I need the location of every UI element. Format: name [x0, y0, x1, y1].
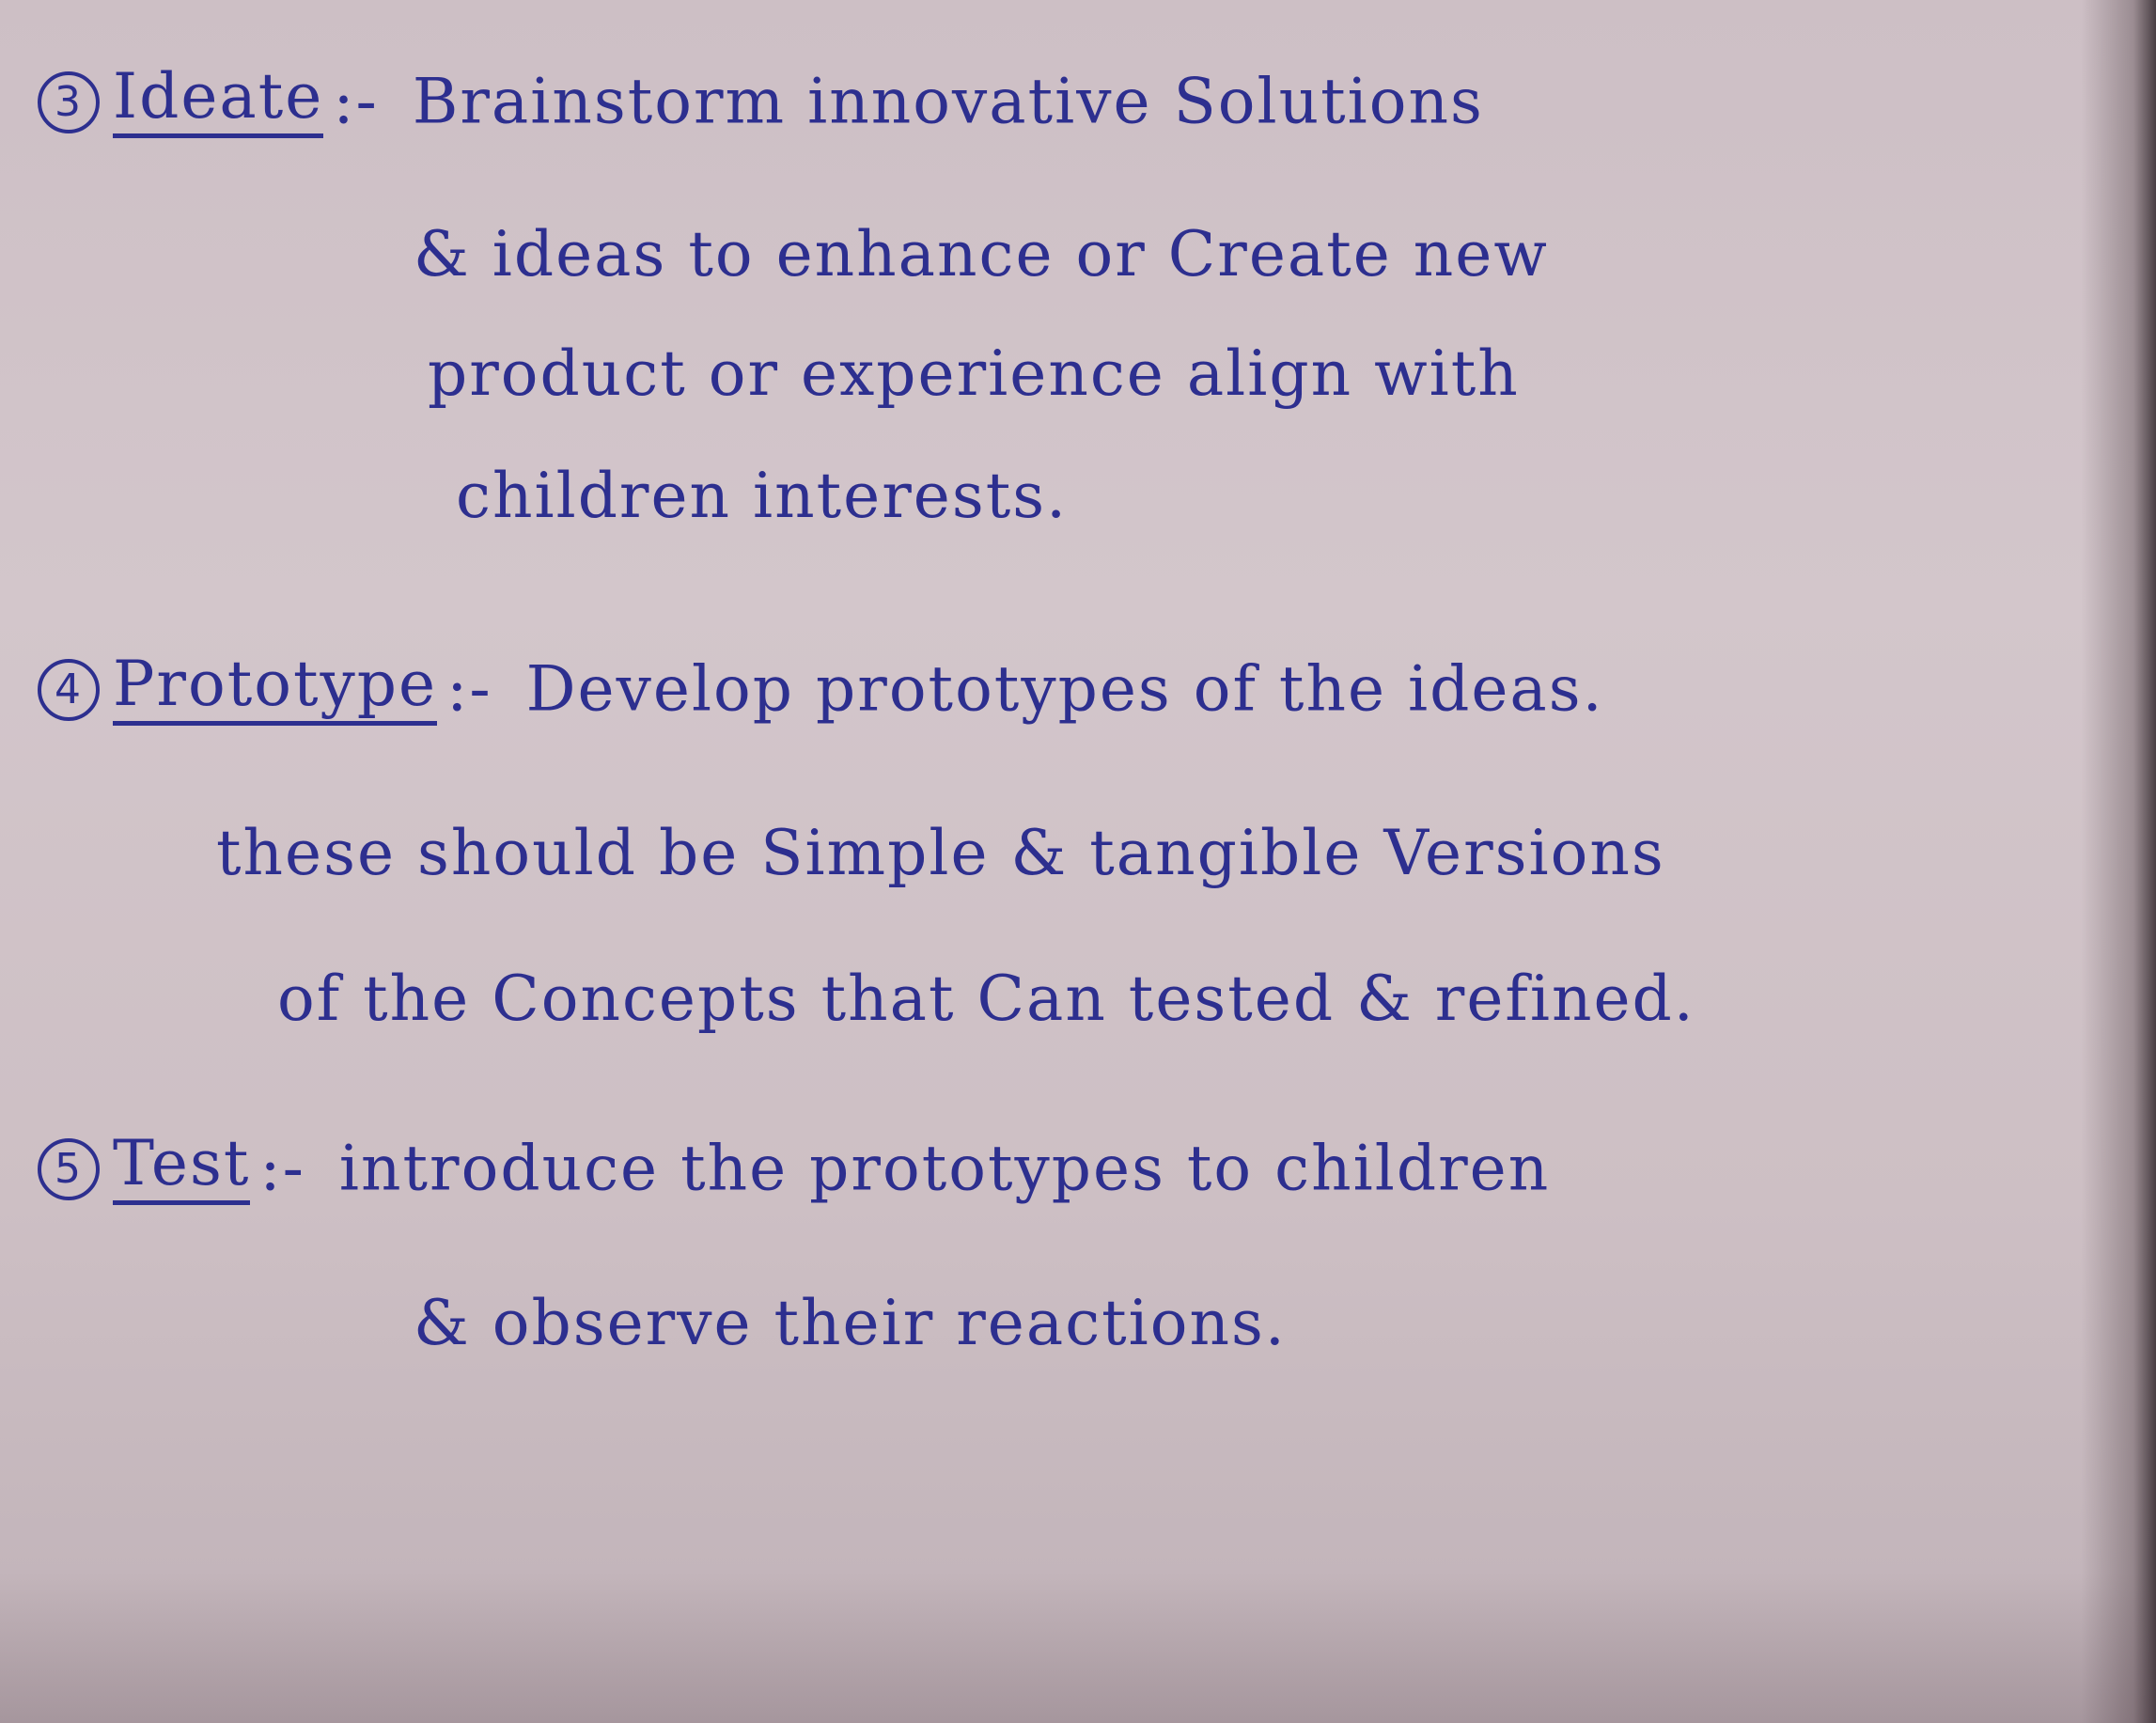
page-edge-shadow	[2081, 0, 2156, 1723]
section-4-line-3: of the Concepts that Can tested & refined.	[277, 963, 1695, 1035]
section-5-line-1: introduce the prototypes to children	[338, 1132, 1551, 1205]
section-3-line-4: children interests.	[456, 460, 1069, 532]
section-5-heading-line	[38, 1127, 1551, 1205]
section-5-number: 5	[38, 1138, 100, 1200]
section-5-title: Test	[113, 1133, 250, 1205]
section-5-line-2: & observe their reactions.	[414, 1287, 1287, 1359]
section-3-number: 3	[38, 71, 100, 133]
section-3-line-1: Brainstorm innovative Solutions	[412, 65, 1484, 138]
section-3-line-3: product or experience align with	[428, 337, 1520, 410]
section-3-heading-line	[38, 60, 1484, 138]
section-3-title: Ideate	[113, 66, 323, 138]
section-4-heading-line	[38, 648, 1604, 726]
section-4-separator: :-	[446, 652, 492, 726]
section-3-separator: :-	[333, 65, 379, 138]
page-bottom-shadow	[0, 1573, 2156, 1723]
section-4-line-1: Develop prototypes of the ideas.	[525, 652, 1604, 726]
section-5-separator: :-	[259, 1132, 305, 1205]
section-4-title: Prototype	[113, 653, 437, 726]
section-4-number: 4	[38, 659, 100, 721]
section-4-line-2: these should be Simple & tangible Versions	[216, 817, 1665, 889]
section-3-line-2: & ideas to enhance or Create new	[414, 218, 1549, 290]
